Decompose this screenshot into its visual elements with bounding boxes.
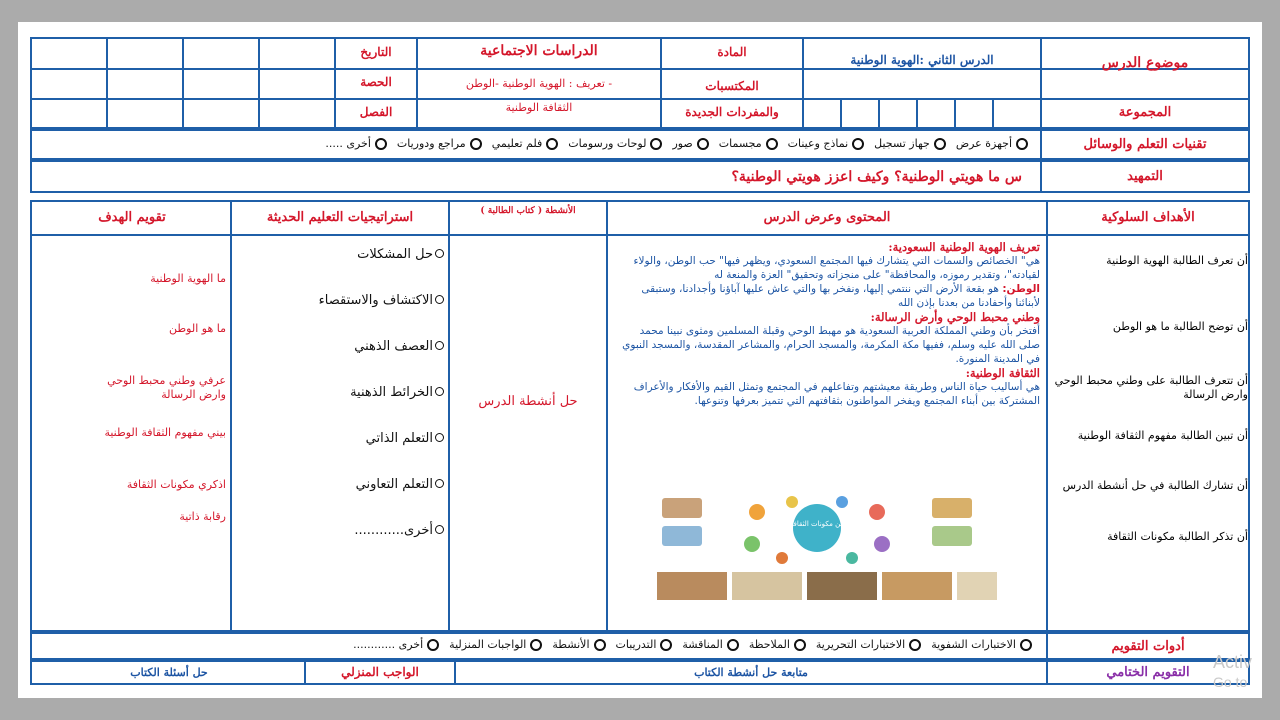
lesson-plan-frame [30,37,1250,685]
strategy-item: العصف الذهني [238,338,444,384]
acquired-label: المكتسبات [705,79,759,93]
objective-item: أن تعرف الطالبة الهوية الوطنية [1106,254,1248,267]
tech-option-label: لوحات ورسومات [568,137,647,150]
assessment-options [343,638,1032,654]
tech-option[interactable] [788,137,865,150]
assessment-option-label: المناقشة [682,638,723,651]
subject-label: المادة [717,45,747,59]
assessment-row [30,632,1250,660]
topic-value: الدرس الثاني :الهوية الوطنية [850,53,994,67]
new-vocab-label: والمفردات الجديدة [685,105,779,119]
tech-label: تقنيات التعلم والوسائل [1083,137,1207,152]
radio-circle-icon[interactable] [650,138,662,150]
col-strategies: استراتيجيات التعليم الحديثة [266,210,414,225]
radio-circle-icon[interactable] [470,138,482,150]
topic-label: موضوع الدرس [1101,55,1189,71]
objective-item: أن تبين الطالبة مفهوم الثقافة الوطنية [1077,429,1248,442]
evaluation-item: ما هو الوطن [169,322,226,335]
radio-circle-icon[interactable] [794,639,806,651]
radio-circle-icon[interactable] [852,138,864,150]
period-label: الحصة [360,75,392,89]
radio-circle-icon[interactable] [934,138,946,150]
final-value: متابعة حل أنشطة الكتاب [694,666,808,679]
objective-item: أن توضح الطالبة ما هو الوطن [1112,320,1248,333]
intro-row [30,160,1250,193]
strategies-list [238,246,444,568]
tech-option-label: فلم تعليمي [491,137,543,150]
assessment-option[interactable] [616,638,673,651]
radio-circle-icon[interactable] [909,639,921,651]
culture-components-image [632,492,1002,604]
intro-text: س ما هويتي الوطنية؟ وكيف اعزز هويتي الوطنية؟ [731,169,1022,185]
radio-circle-icon[interactable] [727,639,739,651]
intro-label: التمهيد [1127,169,1163,184]
strategy-item: التعلم الذاتي [238,430,444,476]
culture-center-label: من مكونات الثقافة [789,520,845,528]
assessment-option[interactable] [682,638,738,651]
strategy-item: أخرى............ [238,522,444,568]
col-objectives: الأهداف السلوكية [1101,210,1195,225]
evaluation-item: ما الهوية الوطنية [150,272,226,285]
assessment-option[interactable] [749,638,806,651]
tech-option-label: أجهزة عرض [955,137,1012,150]
main-table [30,200,1250,632]
assessment-option-label: الاختبارات التحريرية [815,638,906,651]
strategy-item: التعلم التعاوني [238,476,444,522]
assessment-option-label: الملاحظة [748,638,790,651]
evaluation-item: بيني مفهوم الثقافة الوطنية [104,426,226,439]
lesson-content [618,240,1040,408]
strategy-item: الخرائط الذهنية [238,384,444,430]
content-heading-1: تعريف الهوية الوطنية السعودية: [888,240,1040,254]
content-heading-4: الثقافة الوطنية: [965,366,1040,380]
evaluation-item: رقابة ذاتية [179,510,226,523]
content-paragraph-2: هو بقعة الأرض التي ننتمي إليها، ونفخر بها والتي عاش عليها آباؤنا وأجدادنا، وستبقى لأبنائنا وأحفادنا من بعدنا بإذن الله [641,283,1040,309]
assessment-option-label: أخرى ............ [353,638,424,651]
tech-option-label: أخرى ..... [325,137,371,150]
radio-circle-icon[interactable] [530,639,542,651]
objective-item: أن تتعرف الطالبة على وطني محبط الوحي وارض الرسالة [1054,374,1248,401]
assessment-option[interactable] [449,638,542,651]
vocab-value-1: تعريف : الهوية الوطنية -الوطن - [465,77,613,90]
tech-option[interactable] [568,137,662,150]
tech-option[interactable] [719,137,778,150]
evaluation-item: اذكري مكونات الثقافة [126,478,226,491]
content-heading-2: الوطن: [1002,283,1040,295]
strategy-item: الاكتشاف والاستقصاء [238,292,444,338]
content-paragraph-4: هي أساليب حياة الناس وطريقة معيشتهم وتفاعلهم في المجتمع وتمثل القيم والأفكار والأعراف المشتركة بين أبناء المجتمع ويفخر المواطنون بثقافتهم التي تتميز بعرفها وتنوعها. [633,381,1040,407]
assessment-option-label: الواجبات المنزلية [449,638,527,651]
assessment-option-label: الأنشطة [552,638,590,651]
assessment-option[interactable] [816,638,921,651]
col-evaluation: تقويم الهدف [98,210,166,225]
activation-watermark: Activ Go to [1212,652,1252,690]
assessment-label: أدوات التقويم [1111,639,1185,654]
assessment-option[interactable] [931,638,1032,651]
tech-row [30,129,1250,160]
tech-option[interactable] [492,137,559,150]
radio-circle-icon[interactable] [546,138,558,150]
radio-circle-icon[interactable] [594,639,606,651]
col-activities: الأنشطة ( كتاب الطالبة ) [480,206,576,216]
tech-option[interactable] [956,137,1028,150]
assessment-option-label: الاختبارات الشفوية [931,638,1016,651]
radio-circle-icon[interactable] [1016,138,1028,150]
radio-circle-icon[interactable] [697,138,709,150]
tech-option-label: جهاز تسجيل [874,137,930,150]
radio-circle-icon[interactable] [427,639,439,651]
evaluation-item: عرفي وطني محبط الوحي وارض الرسالة [107,374,226,401]
tech-option[interactable] [672,137,708,150]
activities-text: حل أنشطة الدرس [478,394,578,409]
content-paragraph-3: أفتخر بأن وطني المملكة العربية السعودية هو مهبط الوحي وقبلة المسلمين ومثوى نبينا محمد صلى الله عليه وسلم، ففيها مكة المكرمة، والمسجد الحرام، والمشاعر المقدسة، والمسجد النبوي في المدينة المنورة. [622,325,1040,365]
culture-diagram [632,492,1002,604]
radio-circle-icon[interactable] [766,138,778,150]
objective-item: أن تذكر الطالبة مكونات الثقافة [1107,530,1248,543]
radio-circle-icon[interactable] [660,639,672,651]
col-content: المحتوى وعرض الدرس [763,210,891,225]
radio-circle-icon[interactable] [375,138,387,150]
group-label: المجموعة [1118,105,1172,120]
homework-value: حل أسئلة الكتاب [130,666,208,679]
tech-option-label: صور [672,137,693,150]
tech-option-label: مراجع ودوريات [396,137,466,150]
objective-item: أن تشارك الطالبة في حل أنشطة الدرس [1062,479,1248,492]
subject-value: الدراسات الاجتماعية [480,43,598,59]
radio-circle-icon[interactable] [1020,639,1032,651]
tech-option-label: مجسمات [718,137,762,150]
vocab-value-2: الثقافة الوطنية [505,101,573,114]
tech-option[interactable] [325,137,387,150]
homework-label: الواجب المنزلي [341,665,419,679]
content-paragraph-1: هي" الخصائص والسمات التي يتشارك فيها المجتمع السعودي، ويظهر فيها" حب الوطن، والولاء لقيادته"، وتقدير رموزه، والمحافظة" على منجزاته وتحقيق" العزة والمنعة له [633,255,1040,281]
culture-center-circle [793,504,841,552]
assessment-option[interactable] [552,638,605,651]
tech-options [315,137,1028,153]
lesson-plan-sheet [18,22,1262,698]
assessment-option-label: التدريبات [615,638,657,651]
final-label: التقويم الختامي [1106,665,1190,680]
assessment-option[interactable] [353,638,439,651]
header-table [30,37,1250,129]
content-heading-3: وطني محبط الوحي وأرض الرسالة: [870,310,1040,324]
tech-option[interactable] [397,137,482,150]
class-label: الفصل [359,105,393,119]
tech-option[interactable] [874,137,946,150]
strategy-item: حل المشكلات [238,246,444,292]
date-label: التاريخ [360,45,392,59]
final-row [30,660,1250,685]
tech-option-label: نماذج وعينات [787,137,849,150]
